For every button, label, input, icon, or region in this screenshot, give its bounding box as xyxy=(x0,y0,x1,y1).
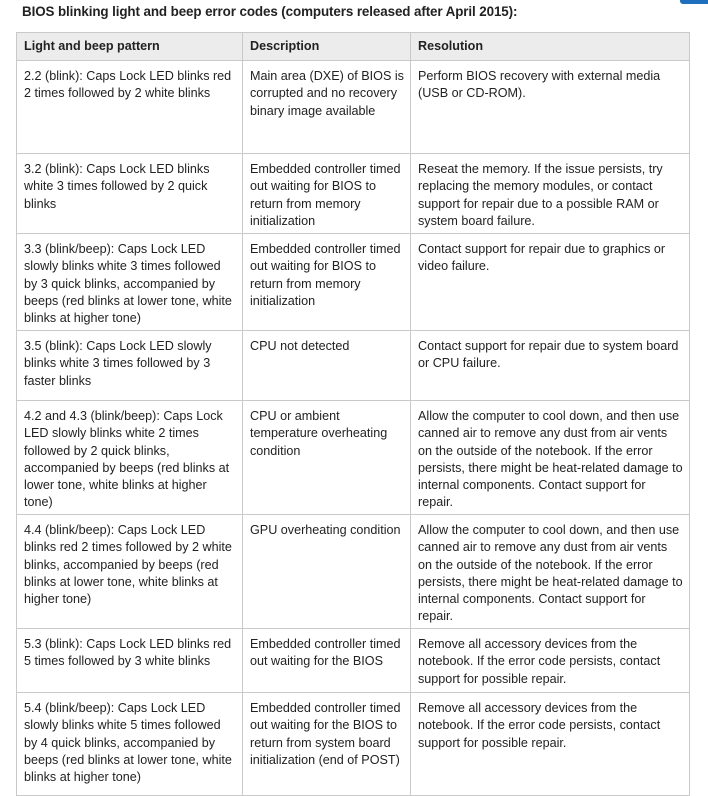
description-cell: Main area (DXE) of BIOS is corrupted and no recovery binary image available xyxy=(243,61,411,154)
table-row xyxy=(17,515,690,629)
corner-tab[interactable] xyxy=(680,0,708,4)
description-cell: CPU not detected xyxy=(243,331,411,401)
resolution-cell: Perform BIOS recovery with external media (USB or CD-ROM). xyxy=(411,61,690,154)
header-resolution: Resolution xyxy=(411,33,690,61)
description-cell: Embedded controller timed out waiting for BIOS to return from memory initialization xyxy=(243,154,411,234)
table-row xyxy=(17,331,690,401)
description-cell: Embedded controller timed out waiting for the BIOS xyxy=(243,629,411,693)
description-cell: Embedded controller timed out waiting for the BIOS to return from system board initialization (end of POST) xyxy=(243,693,411,796)
pattern-cell: 4.4 (blink/beep): Caps Lock LED blinks red 2 times followed by 2 white blinks, accompanied by beeps (red blinks at lower tone, white blinks at higher tone) xyxy=(17,515,243,629)
description-cell: GPU overheating condition xyxy=(243,515,411,629)
pattern-cell: 5.4 (blink/beep): Caps Lock LED slowly blinks white 5 times followed by 4 quick blinks, accompanied by beeps (red blinks at lower tone, white blinks at higher tone) xyxy=(17,693,243,796)
header-pattern: Light and beep pattern xyxy=(17,33,243,61)
pattern-cell: 3.5 (blink): Caps Lock LED slowly blinks white 3 times followed by 3 faster blinks xyxy=(17,331,243,401)
resolution-cell: Allow the computer to cool down, and then use canned air to remove any dust from air vents on the outside of the notebook. If the error persists, there might be heat-related damage to internal components. Contact support for repair. xyxy=(411,401,690,515)
resolution-cell: Reseat the memory. If the issue persists, try replacing the memory modules, or contact support for repair due to a possible RAM or system board failure. xyxy=(411,154,690,234)
header-description: Description xyxy=(243,33,411,61)
table-row xyxy=(17,234,690,331)
table-row xyxy=(17,401,690,515)
table-row xyxy=(17,61,690,154)
table-row xyxy=(17,154,690,234)
table-header-row xyxy=(17,33,690,61)
pattern-cell: 3.2 (blink): Caps Lock LED blinks white 3 times followed by 2 quick blinks xyxy=(17,154,243,234)
resolution-cell: Remove all accessory devices from the notebook. If the error code persists, contact support for possible repair. xyxy=(411,629,690,693)
resolution-cell: Remove all accessory devices from the notebook. If the error code persists, contact support for possible repair. xyxy=(411,693,690,796)
table-row xyxy=(17,693,690,796)
table-row xyxy=(17,629,690,693)
pattern-cell: 2.2 (blink): Caps Lock LED blinks red 2 times followed by 2 white blinks xyxy=(17,61,243,154)
error-codes-table xyxy=(16,32,690,796)
pattern-cell: 5.3 (blink): Caps Lock LED blinks red 5 times followed by 3 white blinks xyxy=(17,629,243,693)
page-title: BIOS blinking light and beep error codes (computers released after April 2015): xyxy=(22,4,518,19)
resolution-cell: Contact support for repair due to graphics or video failure. xyxy=(411,234,690,331)
pattern-cell: 4.2 and 4.3 (blink/beep): Caps Lock LED slowly blinks white 2 times followed by 2 quick blinks, accompanied by beeps (red blinks at lower tone, white blinks at higher tone) xyxy=(17,401,243,515)
pattern-cell: 3.3 (blink/beep): Caps Lock LED slowly blinks white 3 times followed by 3 quick blinks, accompanied by beeps (red blinks at lower tone, white blinks at higher tone) xyxy=(17,234,243,331)
description-cell: Embedded controller timed out waiting for BIOS to return from memory initialization xyxy=(243,234,411,331)
description-cell: CPU or ambient temperature overheating condition xyxy=(243,401,411,515)
resolution-cell: Allow the computer to cool down, and then use canned air to remove any dust from air vents on the outside of the notebook. If the error persists, there might be heat-related damage to internal components. Contact support for repair. xyxy=(411,515,690,629)
resolution-cell: Contact support for repair due to system board or CPU failure. xyxy=(411,331,690,401)
